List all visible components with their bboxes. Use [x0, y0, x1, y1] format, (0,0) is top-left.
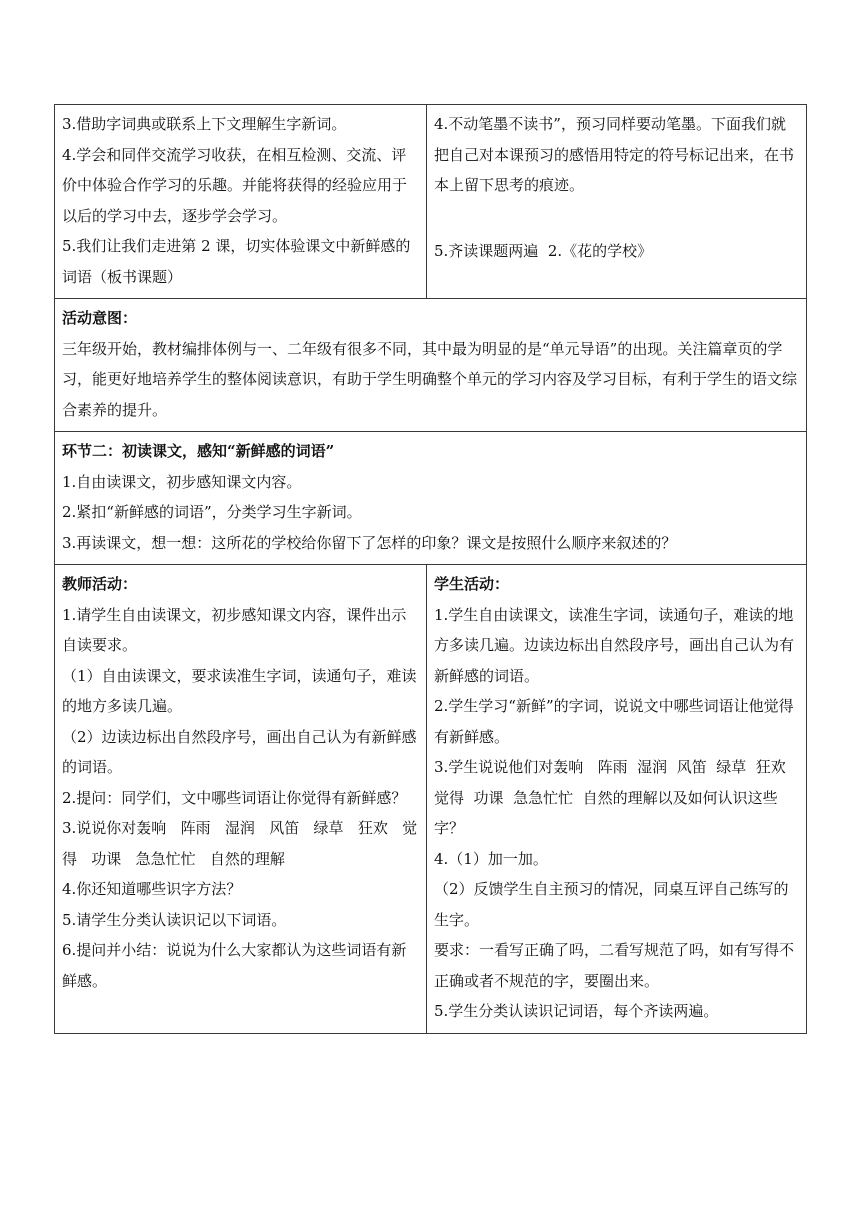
intent-row: [55, 299, 807, 432]
step2-item: 1.自由读课文，初步感知课文内容。: [62, 472, 302, 491]
teacher-item: 6.提问并小结：说说为什么大家都认为这些词语有新鲜感。: [62, 941, 407, 990]
lesson-plan-table: [54, 104, 807, 1034]
student-item: 1.学生自由读课文，读准生字词，读通句子，难读的地方多读几遍。边读边标出自然段序号，画出自己认为有新鲜感的词语。: [434, 605, 795, 685]
section1-left-item: 5.我们让我们走进第 2 课，切实体验课文中新鲜感的词语（板书课题）: [62, 237, 411, 286]
step2-row: [55, 432, 807, 565]
student-item: 5.学生分类认读识记词语，每个齐读两遍。: [434, 1002, 719, 1020]
student-item: 4.（1）加一加。: [434, 849, 548, 868]
teacher-item: 3.说说你对轰响 阵雨 湿润 风笛 绿草 狂欢 觉得 功课 急急忙忙 自然的理解: [62, 819, 418, 868]
student-item: 3.学生说说他们对轰响 阵雨 湿润 风笛 绿草 狂欢 觉得 功课 急急忙忙 自然的理解以及如何认识这些字？: [434, 758, 796, 837]
intent-cell: [55, 299, 807, 432]
intent-title: 活动意图：: [62, 309, 138, 327]
student-cell: [427, 565, 807, 1034]
student-item: 2.学生学习“新鲜”的字词，说说文中哪些词语让他觉得有新鲜感。: [434, 697, 794, 746]
student-item: （2）反馈学生自主预习的情况，同桌互评自己练写的生字。: [434, 880, 789, 929]
teacher-item: （1）自由读课文，要求读准生字词，读通句子，难读的地方多读几遍。: [62, 666, 417, 715]
teacher-title: 教师活动：: [62, 575, 138, 593]
section1-right-item: 5.齐读课题两遍 2.《花的学校》: [434, 241, 653, 260]
activity-row: [55, 565, 807, 1034]
student-title: 学生活动：: [434, 575, 510, 593]
teacher-item: （2）边读边标出自然段序号，画出自己认为有新鲜感的词语。: [62, 727, 417, 776]
step2-item: 2.紧扣“新鲜感的词语”，分类学习生字新词。: [62, 503, 362, 521]
section1-row: [55, 105, 807, 299]
teacher-cell: [55, 565, 427, 1034]
section1-left-cell: [55, 105, 427, 299]
teacher-item: 5.请学生分类认读识记以下词语。: [62, 910, 287, 929]
section1-right-cell: [427, 105, 807, 299]
step2-cell: [55, 432, 807, 565]
section1-left-item: 4.学会和同伴交流学习收获，在相互检测、交流、评价中体验合作学习的乐趣。并能将获得的经验应用于以后的学习中去，逐步学会学习。: [62, 145, 408, 225]
step2-title: 环节二：初读课文，感知“新鲜感的词语”: [62, 442, 335, 460]
teacher-item: 4.你还知道哪些识字方法？: [62, 880, 242, 898]
student-item: 要求：一看写正确了吗，二看写规范了吗，如有写得不正确或者不规范的字，要圈出来。: [434, 941, 795, 990]
teacher-item: 2.提问：同学们，文中哪些词语让你觉得有新鲜感？: [62, 788, 407, 807]
teacher-item: 1.请学生自由读课文，初步感知课文内容，课件出示自读要求。: [62, 605, 407, 654]
step2-item: 3.再读课文，想一想：这所花的学校给你留下了怎样的印象？课文是按照什么顺序来叙述的？: [62, 533, 677, 552]
intent-text: 三年级开始，教材编排体例与一、二年级有很多不同，其中最为明显的是“单元导语”的出现。关注篇章页的学习，能更好地培养学生的整体阅读意识，有助于学生明确整个单元的学习内容及学习目标，有利于学生的语文综合素养的提升。: [62, 339, 798, 419]
section1-right-item: 4.不动笔墨不读书”，预习同样要动笔墨。下面我们就把自己对本课预习的感悟用特定的符号标记出来，在书本上留下思考的痕迹。: [434, 115, 795, 194]
section1-left-item: 3.借助字词典或联系上下文理解生字新词。: [62, 115, 347, 133]
